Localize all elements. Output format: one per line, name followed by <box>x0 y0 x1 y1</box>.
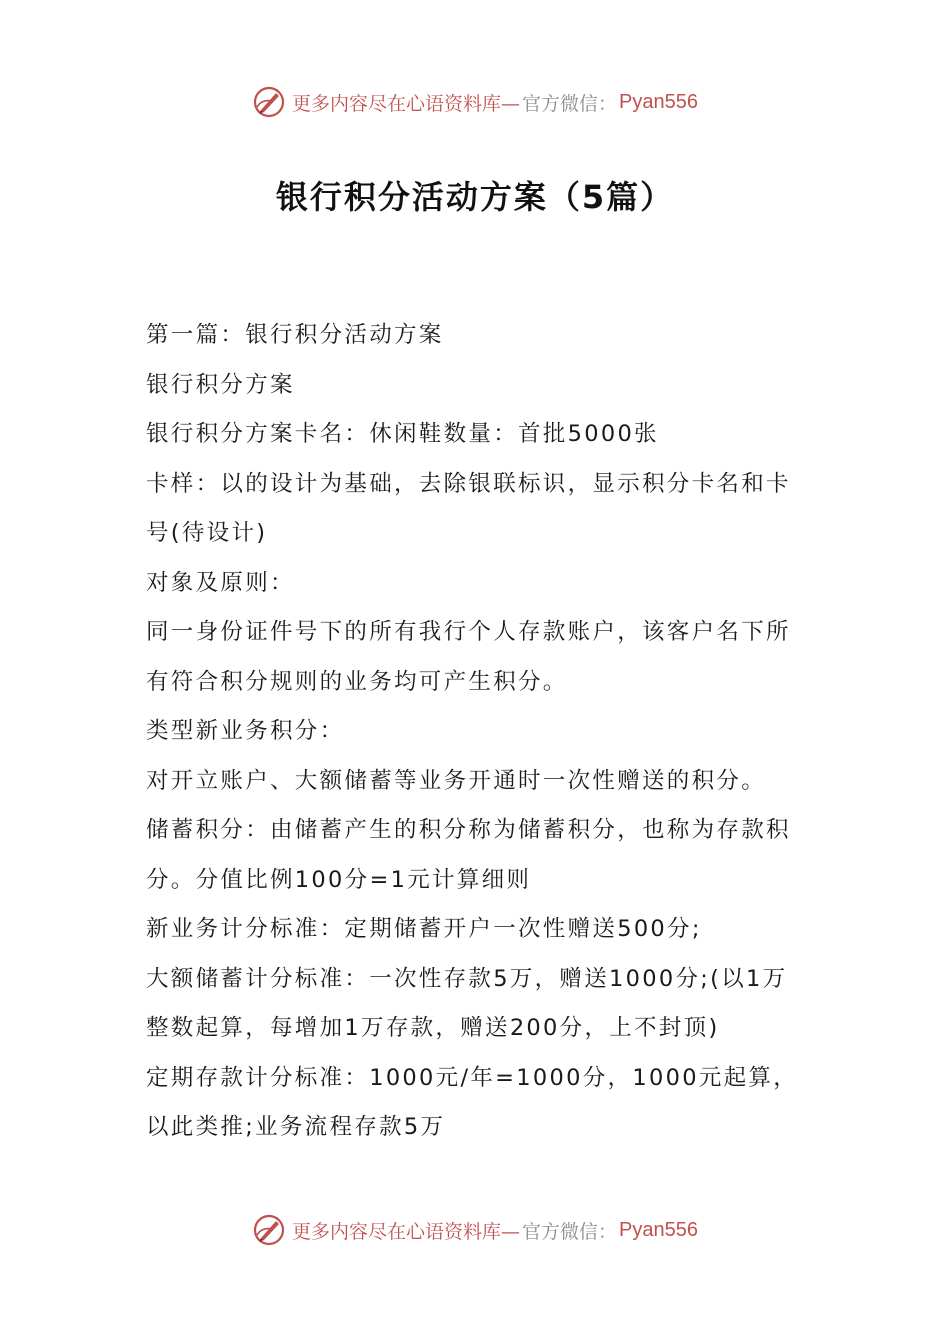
document-title: 银行积分活动方案（5篇） <box>275 178 675 216</box>
footer-banner <box>0 1210 950 1250</box>
paragraph: 银行积分方案 <box>146 371 295 398</box>
paragraph: 卡样：以的设计为基础，去除银联标识，显示积分卡名和卡号(待设计) <box>146 470 791 546</box>
paragraph: 第一篇：银行积分活动方案 <box>146 322 444 348</box>
paragraph: 银行积分方案卡名：休闲鞋数量：首批5000张 <box>146 421 659 447</box>
paragraph: 类型新业务积分： <box>146 718 345 744</box>
pen-logo-icon <box>252 1213 286 1247</box>
paragraph: 定期存款计分标准：1000元/年=1000分，1000元起算，以此类推;业务流程存款5万 <box>146 1064 799 1140</box>
paragraph: 同一身份证件号下的所有我行个人存款账户，该客户名下所有符合积分规则的业务均可产生积分。 <box>146 619 791 695</box>
paragraph: 对开立账户、大额储蓄等业务开通时一次性赠送的积分。 <box>146 767 767 794</box>
promo-text: 更多内容尽在心语资料库— <box>292 1220 521 1243</box>
paragraph: 新业务计分标准：定期储蓄开户一次性赠送500分; <box>146 916 702 942</box>
paragraph: 大额储蓄计分标准：一次性存款5万，赠送1000分;(以1万整数起算，每增加1万存款，赠送200分，上不封顶) <box>146 965 788 1041</box>
wechat-label: 官方微信： <box>522 1220 618 1243</box>
pen-logo-icon <box>252 85 286 119</box>
header-banner <box>0 82 950 122</box>
promo-text: 更多内容尽在心语资料库— <box>292 92 521 115</box>
wechat-label: 官方微信： <box>522 92 618 115</box>
document-body <box>146 311 808 1153</box>
wechat-id: Pyan556 <box>619 90 698 113</box>
paragraph: 对象及原则： <box>146 569 295 596</box>
wechat-id: Pyan556 <box>619 1218 698 1241</box>
paragraph: 储蓄积分：由储蓄产生的积分称为储蓄积分，也称为存款积分。分值比例100分=1元计算细则 <box>146 817 791 893</box>
